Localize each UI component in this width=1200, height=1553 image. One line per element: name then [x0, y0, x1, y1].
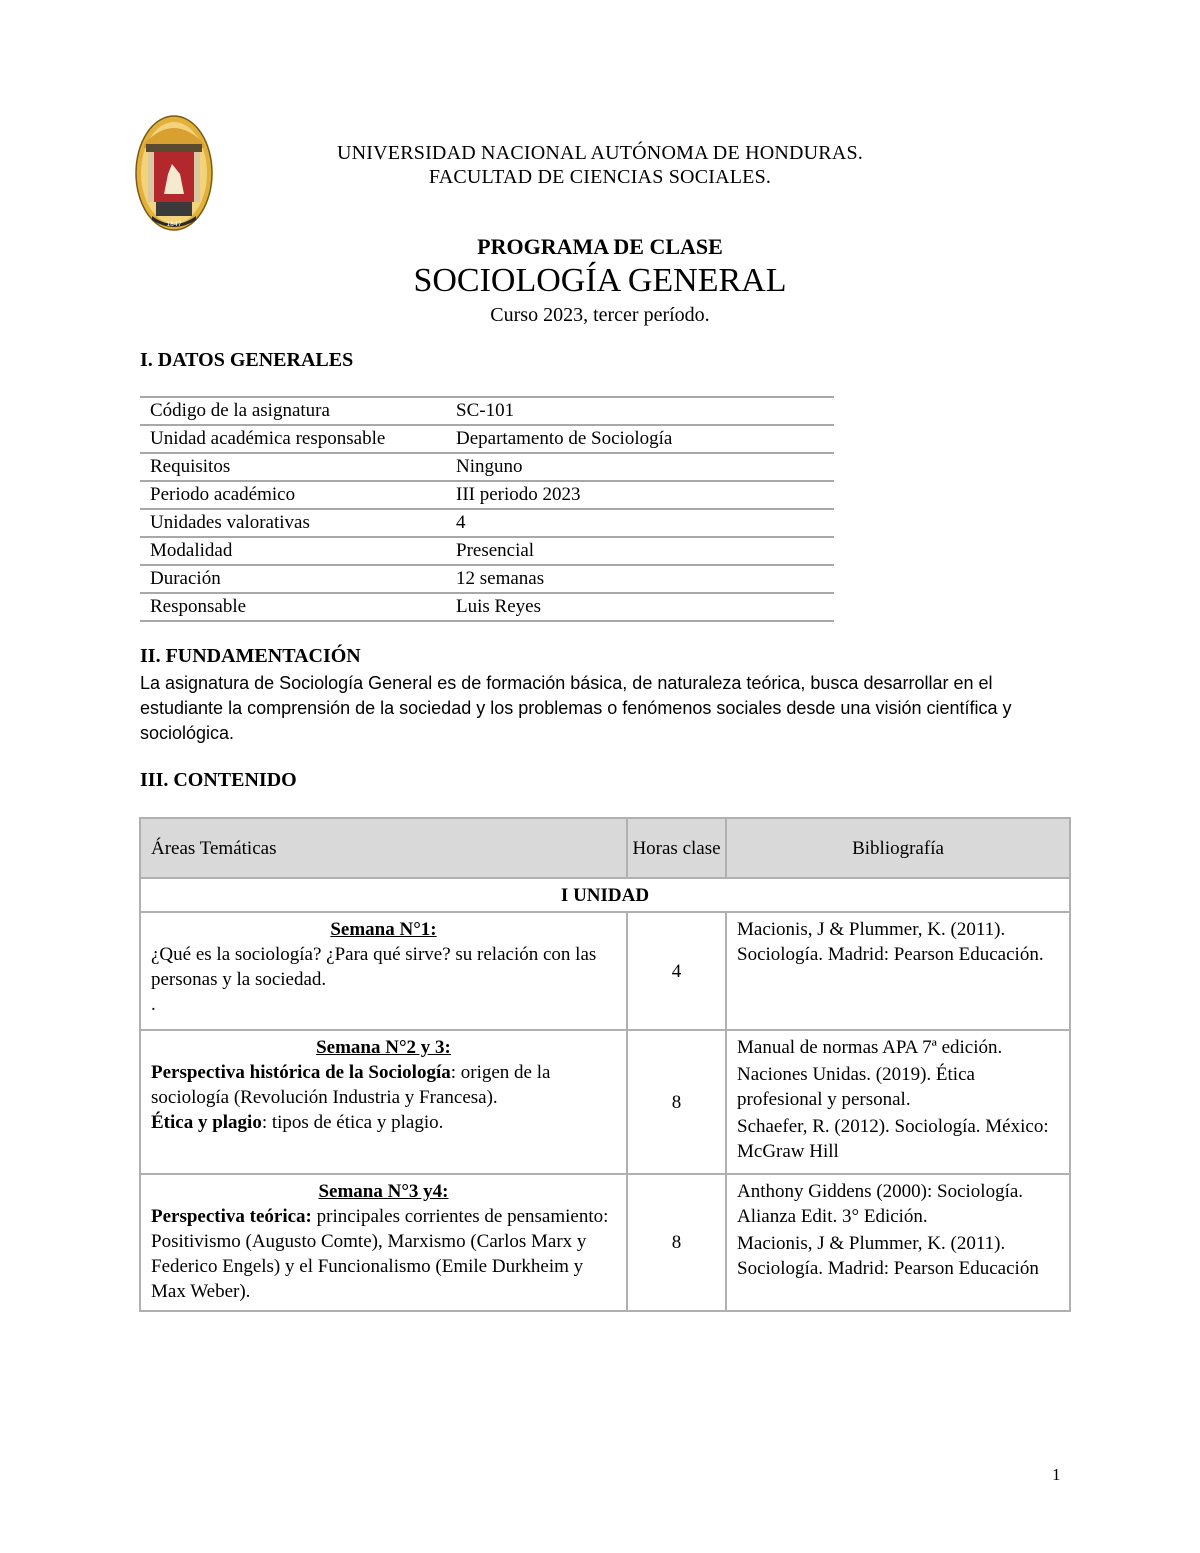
general-data-key: Responsable — [140, 593, 446, 621]
general-data-value: III periodo 2023 — [446, 481, 834, 509]
section-heading-contenido: III. CONTENIDO — [140, 769, 297, 791]
general-data-key: Código de la asignatura — [140, 397, 446, 425]
general-data-key: Requisitos — [140, 453, 446, 481]
unit-row — [140, 878, 1070, 912]
bibliography-entry: Manual de normas APA 7ª edición. — [737, 1037, 1003, 1058]
content-row — [140, 1174, 1070, 1311]
general-data-key: Periodo académico — [140, 481, 446, 509]
area-cell — [140, 912, 627, 1030]
general-data-value: SC-101 — [446, 397, 834, 425]
faculty-name: FACULTAD DE CIENCIAS SOCIALES. — [428, 166, 772, 188]
general-data-row — [140, 425, 834, 453]
hours-cell: 4 — [627, 912, 726, 1030]
hours-cell: 8 — [627, 1174, 726, 1311]
general-data-row — [140, 593, 834, 621]
bibliography-entry: Anthony Giddens (2000): Sociología. Alianza Edit. 3° Edición. — [737, 1181, 1024, 1227]
page-number: 1 — [1052, 1465, 1061, 1484]
header-bibliography: Bibliografía — [726, 818, 1070, 878]
topic-bold: Perspectiva teórica: — [151, 1206, 312, 1227]
general-data-key: Unidades valorativas — [140, 509, 446, 537]
general-data-value: Luis Reyes — [446, 593, 834, 621]
general-data-value: Departamento de Sociología — [446, 425, 834, 453]
content-row — [140, 912, 1070, 1030]
general-data-row — [140, 453, 834, 481]
general-data-key: Unidad académica responsable — [140, 425, 446, 453]
header-hours: Horas clase — [627, 818, 726, 878]
week-title: Semana N°1: — [330, 919, 437, 940]
area-cell — [140, 1174, 627, 1311]
general-data-row — [140, 509, 834, 537]
bibliography-cell — [726, 1030, 1070, 1174]
program-label: PROGRAMA DE CLASE — [477, 234, 723, 259]
topic-rest: principales corrientes de pensamiento: Positivismo (Augusto Comte), Marxismo (Carlos Marx y Federico Engels) y el Funcionalismo (Emile Durkheim y Max Weber). — [151, 1206, 609, 1302]
unit-label: I UNIDAD — [140, 878, 1070, 912]
general-data-row — [140, 565, 834, 593]
university-name: UNIVERSIDAD NACIONAL AUTÓNOMA DE HONDURAS. — [337, 142, 863, 164]
bibliography-entry: Schaefer, R. (2012). Sociología. México: McGraw Hill — [737, 1116, 1049, 1162]
content-table-header-row — [140, 818, 1070, 878]
course-title: SOCIOLOGÍA GENERAL — [413, 262, 787, 299]
general-data-value: 4 — [446, 509, 834, 537]
svg-text:1847: 1847 — [166, 221, 182, 228]
topic-text: ¿Qué es la sociología? ¿Para qué sirve? su relación con las personas y la sociedad. — [151, 944, 597, 990]
week-title: Semana N°2 y 3: — [316, 1037, 451, 1058]
week-title: Semana N°3 y4: — [318, 1181, 449, 1202]
topic-bold: Perspectiva histórica de la Sociología — [151, 1062, 451, 1083]
bibliography-cell — [726, 1174, 1070, 1311]
topic-rest: : tipos de ética y plagio. — [261, 1112, 444, 1133]
section-heading-fundamentacion: II. FUNDAMENTACIÓN — [140, 645, 361, 667]
content-table — [139, 817, 1071, 1312]
general-data-value: Ninguno — [446, 453, 834, 481]
general-data-key: Duración — [140, 565, 446, 593]
general-data-table — [140, 396, 834, 622]
area-cell — [140, 1030, 627, 1174]
general-data-row — [140, 537, 834, 565]
general-data-value: 12 semanas — [446, 565, 834, 593]
content-row — [140, 1030, 1070, 1174]
fundamentacion-paragraph: La asignatura de Sociología General es de formación básica, de naturaleza teórica, busca desarrollar en el estudiante la comprensión de la sociedad y los problemas o fenómenos sociales desde una visión científica y sociológica. — [140, 673, 1012, 743]
topic-extra: . — [151, 994, 156, 1015]
general-data-row — [140, 481, 834, 509]
topic-bold: Ética y plagio — [151, 1112, 262, 1133]
general-data-key: Modalidad — [140, 537, 446, 565]
course-subtitle: Curso 2023, tercer período. — [490, 304, 710, 326]
bibliography-entry: Macionis, J & Plummer, K. (2011). Sociología. Madrid: Pearson Educación. — [737, 919, 1044, 965]
topic-rest: : origen de la sociología (Revolución Industria y Francesa). — [151, 1062, 551, 1108]
bibliography-entry: Naciones Unidas. (2019). Ética profesional y personal. — [737, 1064, 975, 1110]
hours-cell: 8 — [627, 1030, 726, 1174]
header-areas: Áreas Temáticas — [140, 818, 627, 878]
section-heading-general: I. DATOS GENERALES — [140, 349, 354, 371]
general-data-value: Presencial — [446, 537, 834, 565]
bibliography-entry: Macionis, J & Plummer, K. (2011). Sociología. Madrid: Pearson Educación — [737, 1233, 1039, 1279]
topic-item — [151, 1060, 616, 1110]
topic-item — [151, 1110, 616, 1135]
bibliography-cell — [726, 912, 1070, 1030]
topic-item — [151, 1204, 616, 1304]
general-data-row — [140, 397, 834, 425]
